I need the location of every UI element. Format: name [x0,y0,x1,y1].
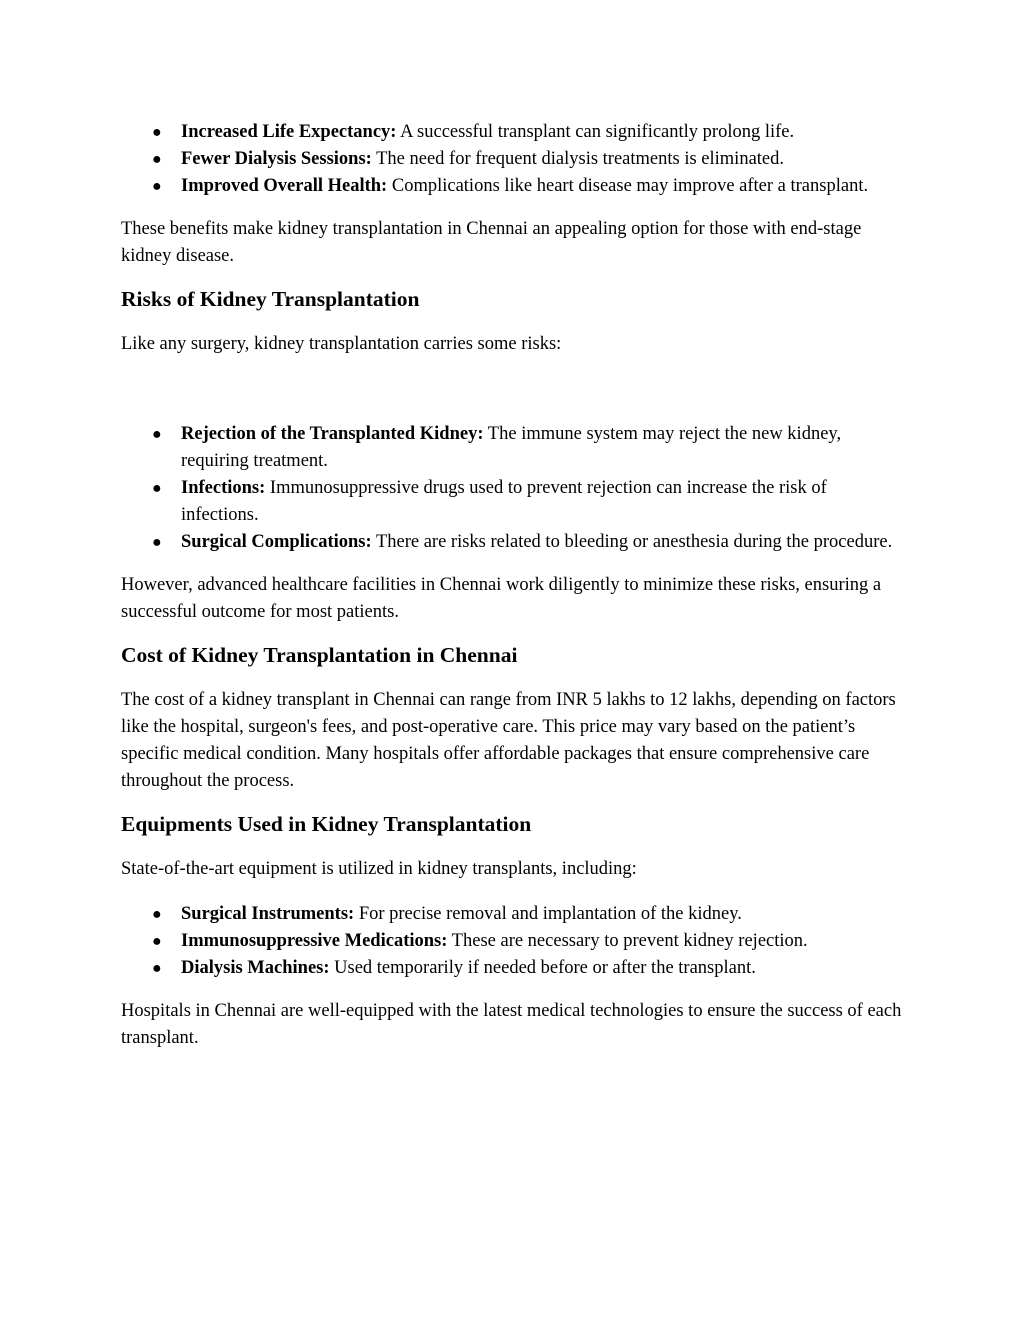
list-item-text: A successful transplant can significantly prolong life. [396,122,795,142]
risks-summary: However, advanced healthcare facilities in Chennai work diligently to minimize these risks, ensuring a successful outcome for most patients. [121,575,882,622]
list-item-text: Complications like heart disease may improve after a transplant. [387,176,869,196]
list-item [121,421,906,475]
cost-body: The cost of a kidney transplant in Chennai can range from INR 5 lakhs to 12 lakhs, depending on factors like the hospital, surgeon's fees, and post-operative care. This price may vary based on the patient’s specific medical condition. Many hospitals offer affordable packages that ensure comprehensive care throughout the process. [121,690,896,791]
list-item [121,146,906,173]
bullet-icon: ● [152,151,162,168]
risks-intro: Like any surgery, kidney transplantation carries some risks: [121,334,562,354]
bullet-icon: ● [152,906,162,923]
list-item-term: Increased Life Expectancy: [181,122,397,142]
equipment-heading: Equipments Used in Kidney Transplantation [121,812,532,836]
list-item-text: The immune system may reject the new kidney, requiring treatment. [181,424,842,471]
list-item-text: There are risks related to bleeding or anesthesia during the procedure. [371,532,893,552]
equipment-intro: State-of-the-art equipment is utilized in kidney transplants, including: [121,859,637,879]
bullet-icon: ● [152,480,162,497]
list-item-term: Immunosuppressive Medications: [181,931,448,951]
list-item [121,928,906,955]
list-item-text: Used temporarily if needed before or after the transplant. [329,958,756,978]
list-item-term: Surgical Instruments: [181,904,355,924]
risks-heading: Risks of Kidney Transplantation [121,287,420,311]
bullet-icon: ● [152,960,162,977]
risks-list [121,421,906,556]
cost-heading: Cost of Kidney Transplantation in Chennai [121,643,518,667]
list-item [121,475,906,529]
list-item-term: Rejection of the Transplanted Kidney: [181,424,484,444]
document-content [121,119,906,1052]
list-item [121,955,906,982]
list-item-term: Dialysis Machines: [181,958,330,978]
list-item-text: These are necessary to prevent kidney rejection. [447,931,808,951]
bullet-icon: ● [152,933,162,950]
bullet-icon: ● [152,124,162,141]
list-item-text: The need for frequent dialysis treatments is eliminated. [371,149,785,169]
list-item [121,529,906,556]
bullet-icon: ● [152,178,162,195]
list-item-text: Immunosuppressive drugs used to prevent rejection can increase the risk of infections. [181,478,827,525]
benefits-list [121,119,906,200]
list-item-term: Surgical Complications: [181,532,372,552]
list-item [121,173,906,200]
list-item-term: Fewer Dialysis Sessions: [181,149,372,169]
list-item-term: Improved Overall Health: [181,176,388,196]
bullet-icon: ● [152,534,162,551]
list-item [121,119,906,146]
bullet-icon: ● [152,426,162,443]
list-item-term: Infections: [181,478,266,498]
benefits-summary: These benefits make kidney transplantation in Chennai an appealing option for those with end-stage kidney disease. [121,219,862,266]
list-item-text: For precise removal and implantation of the kidney. [354,904,742,924]
list-item [121,901,906,928]
equipment-summary: Hospitals in Chennai are well-equipped with the latest medical technologies to ensure the success of each transplant. [121,1001,902,1048]
equipment-list [121,901,906,982]
